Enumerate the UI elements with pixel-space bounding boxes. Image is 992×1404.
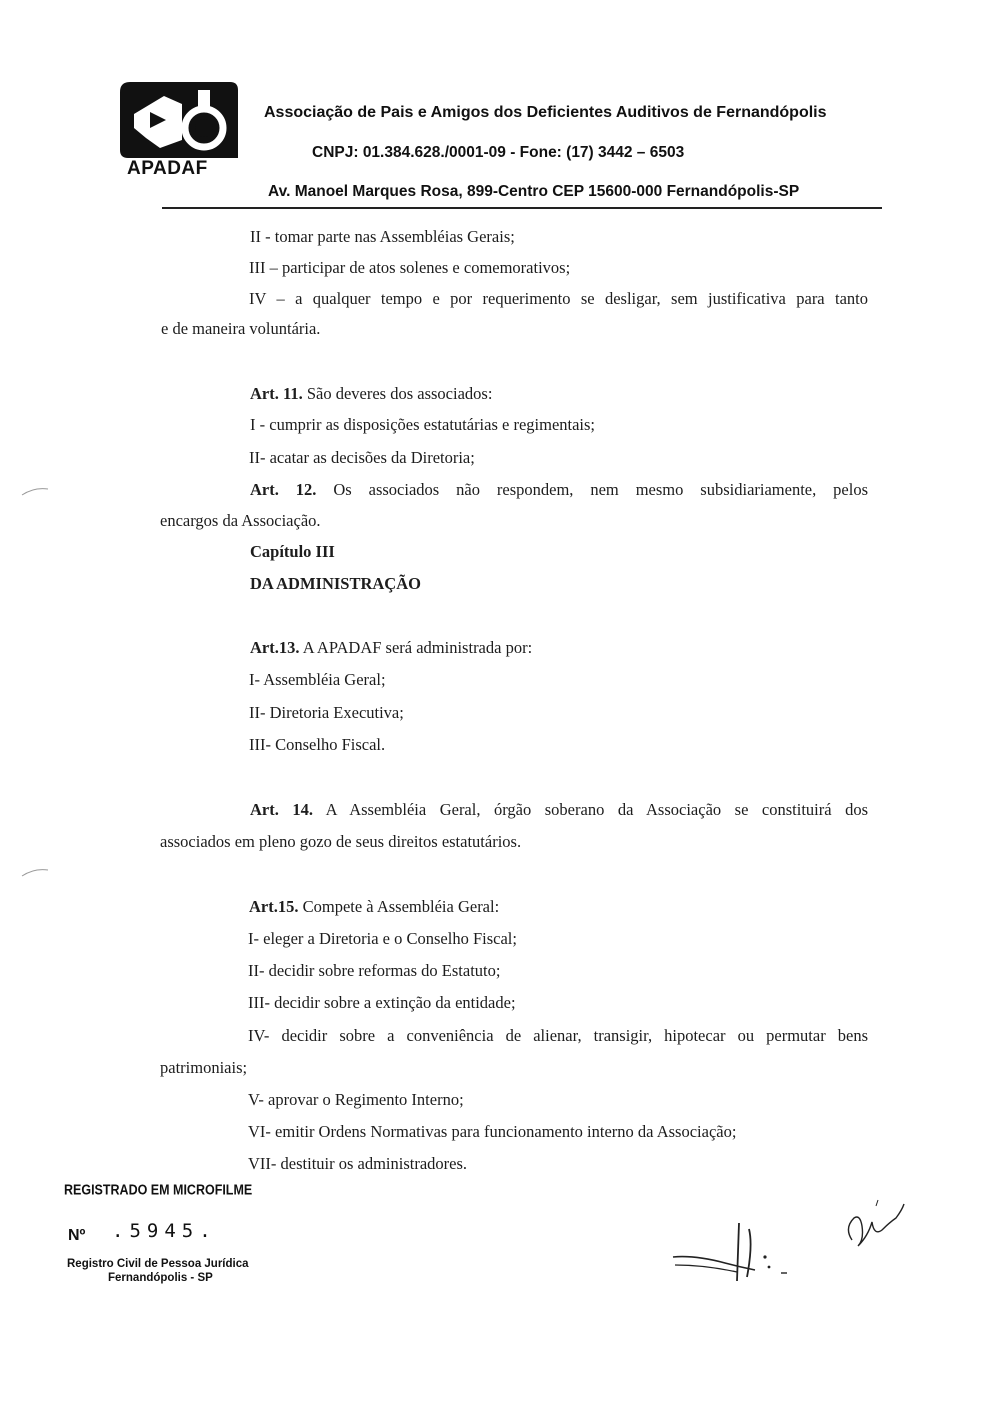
logo-text: APADAF — [127, 158, 208, 179]
address-line: Av. Manoel Marques Rosa, 899-Centro CEP 15600-000 Fernandópolis-SP — [268, 183, 800, 200]
chapter-title-text: DA ADMINISTRAÇÃO — [250, 574, 421, 593]
article-text: Compete à Assembléia Geral: — [298, 897, 500, 916]
article-label: Art. 12. — [250, 480, 317, 499]
article-text: A APADAF será administrada por: — [299, 638, 533, 657]
article-label: Art. 11. — [250, 384, 303, 403]
text-line: VI- emitir Ordens Normativas para funcionamento interno da Associação; — [248, 1122, 737, 1141]
header-divider — [162, 207, 882, 209]
article-label: Art. 14. — [250, 800, 313, 819]
article-15 — [249, 897, 499, 917]
text-line: IV – a qualquer tempo e por requerimento se desligar, sem justificativa para tanto — [249, 289, 868, 308]
text-line: V- aprovar o Regimento Interno; — [248, 1090, 464, 1109]
article-label: Art.13. — [250, 638, 300, 657]
chapter-number — [250, 542, 335, 562]
text-line: encargos da Associação. — [160, 511, 321, 530]
article-14 — [250, 800, 868, 820]
text-line: associados em pleno gozo de seus direitos estatutários. — [160, 832, 522, 851]
text-line: III- Conselho Fiscal. — [249, 735, 386, 754]
text-line: e de maneira voluntária. — [161, 319, 321, 338]
article-text: A Assembléia Geral, órgão soberano da Associação se constituirá dos — [313, 800, 868, 819]
article-11 — [250, 384, 492, 404]
chapter-label: Capítulo III — [250, 542, 335, 561]
text-line: II- Diretoria Executiva; — [249, 703, 404, 722]
stamp-city-line: Fernandópolis - SP — [108, 1272, 213, 1284]
stamp-registry-line: Registro Civil de Pessoa Jurídica — [67, 1258, 249, 1270]
text-line: II- acatar as decisões da Diretoria; — [249, 448, 475, 467]
article-12 — [250, 480, 868, 500]
text-line: patrimoniais; — [160, 1058, 248, 1077]
text-line: IV- decidir sobre a conveniência de alienar, transigir, hipotecar ou permutar bens — [248, 1026, 868, 1045]
text-line: III – participar de atos solenes e comemorativos; — [249, 258, 571, 277]
organization-name: Associação de Pais e Amigos dos Deficientes Auditivos de Fernandópolis — [264, 104, 827, 121]
cnpj-phone-line: CNPJ: 01.384.628./0001-09 - Fone: (17) 3442 – 6503 — [312, 144, 685, 161]
text-line: I- eleger a Diretoria e o Conselho Fiscal; — [248, 929, 517, 948]
text-line: III- decidir sobre a extinção da entidade; — [248, 993, 516, 1012]
stamp-number-label: Nº — [68, 1227, 86, 1244]
scan-mark — [20, 866, 50, 878]
signature-mark — [665, 1215, 800, 1290]
article-13 — [250, 638, 532, 658]
article-label: Art.15. — [249, 897, 299, 916]
scan-mark — [20, 485, 50, 497]
article-text: Os associados não respondem, nem mesmo subsidiariamente, pelos — [316, 480, 868, 499]
initials-mark — [838, 1196, 906, 1254]
chapter-title — [250, 574, 421, 594]
text-line: I - cumprir as disposições estatutárias e regimentais; — [250, 415, 596, 434]
text-line: II- decidir sobre reformas do Estatuto; — [248, 961, 501, 980]
microfilm-stamp-title: REGISTRADO EM MICROFILME — [64, 1181, 253, 1199]
article-text: São deveres dos associados: — [302, 384, 493, 403]
text-line: I- Assembléia Geral; — [249, 670, 386, 689]
text-line: VII- destituir os administradores. — [248, 1154, 468, 1173]
text-line: II - tomar parte nas Assembléias Gerais; — [250, 227, 515, 246]
stamp-number: .5945. — [112, 1220, 217, 1242]
